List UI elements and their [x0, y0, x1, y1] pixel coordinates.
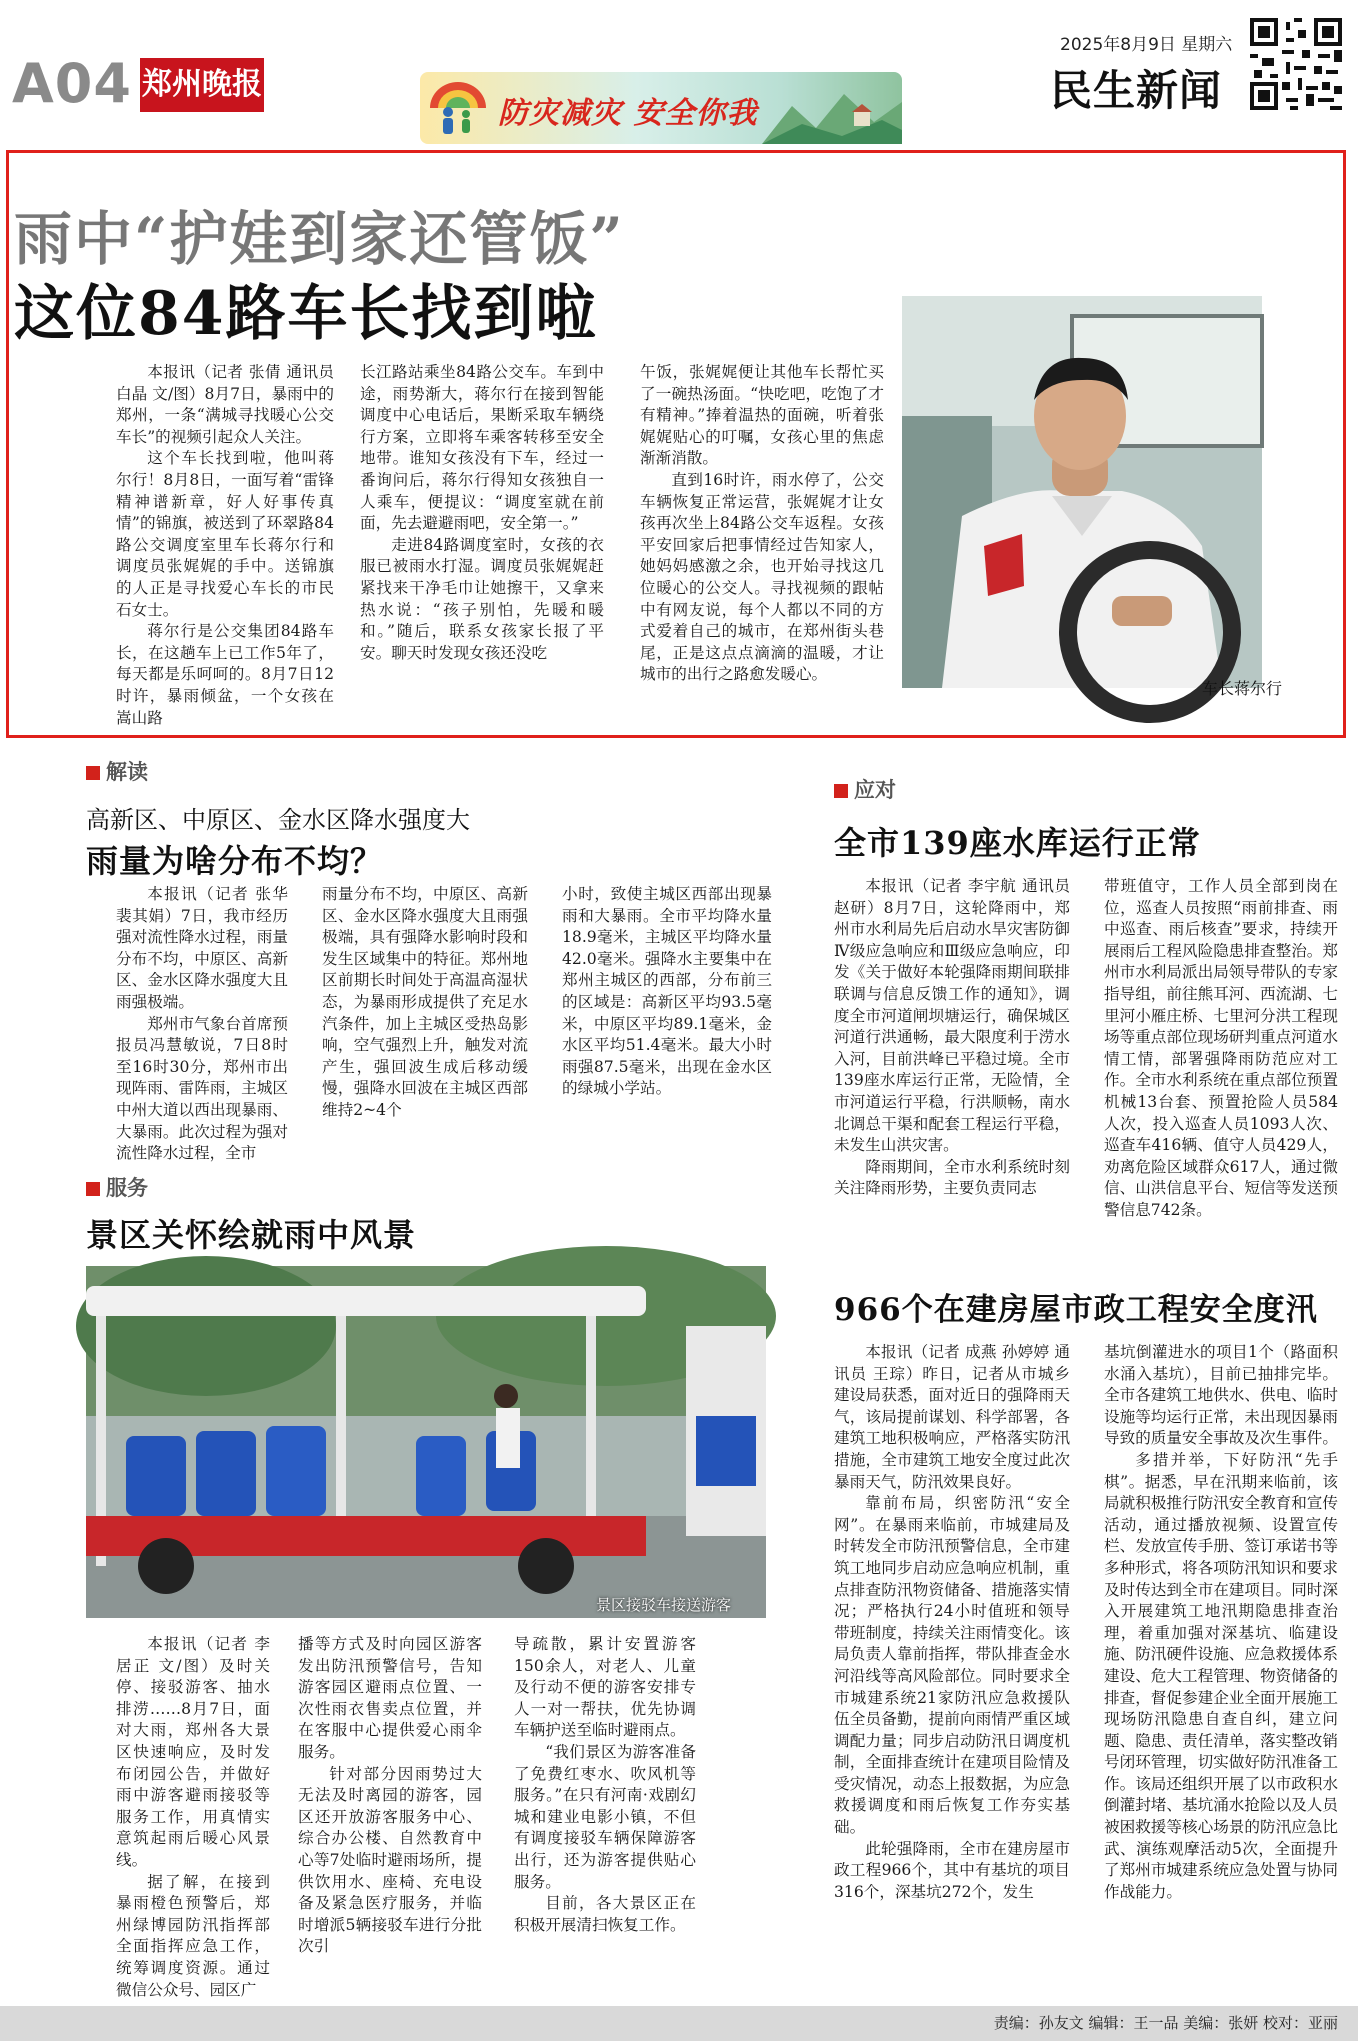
jiedu-title: 雨量为啥分布不均？ — [86, 842, 384, 880]
lead-col1-para: 这个车长找到啦，他叫蒋尔行！8月8日，一面写着“雷锋精神谱新章，好人好事传真情”的锦旗，被送到了环翠路84路公交调度室里车长蒋尔行和调度员张娓娓的手中。送锦旗的人正是寻找爱心车长的市民石女士。 — [116, 449, 334, 619]
jianshe-col2-para: 基坑倒灌进水的项目1个（路面积水涌入基坑），目前已抽排完毕。全市各建筑工地供水、供电、临时设施等均运行正常，未出现因暴雨导致的质量安全事故及次生事件。 — [1104, 1343, 1338, 1448]
red-square-icon — [86, 766, 100, 780]
qr-code-icon[interactable] — [1250, 18, 1342, 110]
red-square-icon — [86, 1182, 100, 1196]
jiedu-subtitle: 高新区、中原区、金水区降水强度大 — [86, 806, 470, 834]
red-square-icon — [834, 784, 848, 798]
page-number: A04 — [12, 52, 132, 115]
jiedu-col1-para: 本报讯（记者 张华 裴其娟）7日，我市经历强对流性降水过程，雨量分布不均，中原区、高新区、金水区降水强度大且雨强极端。 — [116, 885, 288, 1011]
lead-column-2 — [360, 362, 604, 702]
lead-column-3 — [640, 362, 884, 702]
jianshe-col1-para: 靠前布局，织密防汛“安全网”。在暴雨来临前，市城建局及时转发全市防汛预警信息，全市建筑工地同步启动应急响应机制，重点排查防汛物资储备、措施落实情况；严格执行24小时值班和领导带班制度，持续关注雨情变化。该局负责人靠前指挥，带队排查金水河沿线等高风险部位。同时要求全市城建系统21家防汛应急救援队伍全员备勤，提前向雨情严重区域调配力量；同步启动防汛日调度机制，全面排查统计在建项目险情及受灾情况，动态上报数据，为应急救援调度和雨后恢复工作夯实基础。 — [834, 1494, 1070, 1837]
bus-driver-photo — [902, 296, 1262, 688]
lead-col1-para: 蒋尔行是公交集团84路车长，在这趟车上已工作5年了，每天都是乐呵呵的。8月7日12时许，暴雨倾盆，一个女孩在嵩山路 — [116, 622, 334, 727]
fuwu-col3-para: 目前，各大景区正在积极开展清扫恢复工作。 — [514, 1894, 696, 1934]
fuwu-col2-para: 针对部分因雨势过大无法及时离园的游客，园区还开放游客服务中心、综合办公楼、自然教育中心等7处临时避雨场所，提供饮用水、座椅、充电设备及紧急医疗服务，并临时增派5辆接驳车进行分批次引 — [298, 1764, 482, 1956]
disaster-prevention-banner — [420, 72, 902, 144]
jiedu-column-2 — [322, 884, 528, 1134]
jianshe-title: 966个在建房屋市政工程安全度汛 — [834, 1292, 1318, 1328]
tag-label: 解读 — [106, 760, 148, 784]
lead-column-1 — [116, 362, 334, 727]
jianshe-col1-para: 本报讯（记者 成燕 孙婷婷 通讯员 王琮）昨日，记者从市城乡建设局获悉，面对近日的强降雨天气，该局提前谋划、科学部署，各建筑工地积极响应，严格落实防汛措施，全市建筑工地安全度过此次暴雨天气，防汛效果良好。 — [834, 1343, 1070, 1491]
tag-jiedu — [86, 756, 148, 786]
jiedu-col2-para: 雨量分布不均，中原区、高新区、金水区降水强度大且雨强极端，具有强降水影响时段和发生区域集中的特征。郑州地区前期长时间处于高温高湿状态，为暴雨形成提供了充足水汽条件，加上主城区受热岛影响，空气强烈上升，触发对流产生，强回波生成后移动缓慢，强降水回波在主城区西部维持2~4个 — [322, 885, 528, 1119]
jiedu-column-3 — [562, 884, 772, 1134]
yingdui-title: 全市139座水库运行正常 — [834, 824, 1201, 862]
fuwu-col1-para: 据了解，在接到暴雨橙色预警后，郑州绿博园防汛指挥部全面指挥应急工作，统筹调度资源。通过微信公众号、园区广 — [116, 1872, 270, 1999]
shuttle-photo-caption: 景区接驳车接送游客 — [596, 1596, 732, 1614]
yingdui-column-1 — [834, 876, 1070, 1262]
fuwu-column-3 — [514, 1634, 696, 1986]
jiedu-col1-para: 郑州市气象台首席预报员冯慧敏说，7日8时至16时30分，郑州市出现阵雨、雷阵雨，主城区中州大道以西出现暴雨、大暴雨。此次过程为强对流性降水过程，全市 — [116, 1014, 288, 1163]
fuwu-col3-para: “我们景区为游客准备了免费红枣水、吹风机等服务。”在只有河南·戏剧幻城和建业电影小镇，不但有调度接驳车辆保障游客出行，还为游客提供贴心服务。 — [514, 1742, 696, 1891]
lead-headline-line1: 雨中“护娃到家还管饭” — [14, 205, 625, 273]
jianshe-col1-para: 此轮强降雨，全市在建房屋市政工程966个，其中有基坑的项目316个，深基坑272个，发生 — [834, 1839, 1070, 1901]
jianshe-column-1 — [834, 1342, 1070, 1986]
fuwu-title: 景区关怀绘就雨中风景 — [86, 1216, 417, 1254]
shuttle-bus-photo — [86, 1266, 766, 1618]
editor-credits: 责编：孙友文 编辑：王一品 美编：张妍 校对：亚丽 — [993, 2014, 1338, 2032]
tag-yingdui — [834, 774, 896, 804]
lead-col3-para: 直到16时许，雨水停了，公交车辆恢复正常运营，张娓娓才让女孩再次坐上84路公交车返程。女孩平安回家后把事情经过告知家人，她妈妈感激之余，也开始寻找这几位暖心的公交人。寻找视频的跟帖中有网友说，每个人都以不同的方式爱着自己的城市，在郑州街头巷尾，正是这点点滴滴的温暖，才让城市的出行之路愈发暖心。 — [640, 470, 884, 684]
family-umbrella-icon — [426, 78, 490, 138]
tag-label: 服务 — [106, 1176, 148, 1200]
lead-headline-line2: 这位84路车长找到啦 — [14, 279, 598, 349]
driver-photo-caption: 车长蒋尔行 — [1202, 679, 1283, 698]
fuwu-column-1 — [116, 1634, 270, 1999]
newspaper-logo: 郑州晚报 — [140, 58, 264, 112]
yingdui-col1-para: 本报讯（记者 李宇航 通讯员 赵研）8月7日，这轮降雨中，郑州市水利局先后启动水旱灾害防御Ⅳ级应急响应和Ⅲ级应急响应，印发《关于做好本轮强降雨期间联排联调与信息反馈工作的通知》，调度全市河道闸坝塘运行，确保城区河道行洪通畅，最大限度利于涝水入河，目前洪峰已平稳过境。全市139座水库运行正常，无险情，全市河道运行平稳，行洪顺畅，南水北调总干渠和配套工程运行平稳，未发生山洪灾害。 — [834, 877, 1070, 1155]
landscape-icon — [762, 72, 902, 144]
lead-col2-para: 走进84路调度室时，女孩的衣服已被雨水打湿。调度员张娓娓赶紧找来干净毛巾让她擦干，又拿来热水说：“孩子别怕，先暖和暖和。”随后，联系女孩家长报了平安。聊天时发现女孩还没吃 — [360, 535, 604, 662]
issue-date: 2025年8月9日 星期六 — [1060, 35, 1233, 55]
jianshe-column-2 — [1104, 1342, 1338, 1986]
lead-col1-para: 本报讯（记者 张倩 通讯员 白晶 文/图）8月7日，暴雨中的郑州，一条“满城寻找暖心公交车长”的视频引起众人关注。 — [116, 363, 334, 446]
jianshe-col2-para: 多措并举，下好防汛“先手棋”。据悉，早在汛期来临前，该局就积极推行防汛安全教育和宣传活动，通过播放视频、设置宣传栏、发放宣传手册、签订承诺书等多种形式，将各项防汛知识和要求及时传达到全市在建项目。同时深入开展建筑工地汛期隐患排查治理，着重加强对深基坑、临建设施、防汛硬件设施、应急救援体系建设、危大工程管理、物资储备的排查，督促参建企业全面开展施工现场防汛隐患自查自纠，建立问题、隐患、责任清单，落实整改销号闭环管理，切实做好防汛准备工作。该局还组织开展了以市政积水倒灌封堵、基坑涌水抢险以及人员被困救援等核心场景的防汛应急比武、演练观摩活动5次，全面提升了郑州市城建系统应急处置与协同作战能力。 — [1104, 1450, 1338, 1901]
fuwu-col3-para: 导疏散，累计安置游客150余人，对老人、儿童及行动不便的游客安排专人一对一帮扶，优先协调车辆护送至临时避雨点。 — [514, 1635, 696, 1740]
yingdui-col1-para: 降雨期间，全市水利系统时刻关注降雨形势，主要负责同志 — [834, 1157, 1070, 1198]
tag-fuwu — [86, 1172, 148, 1202]
lead-col2-para: 长江路站乘坐84路公交车。车到中途，雨势渐大，蒋尔行在接到智能调度中心电话后，果断采取车辆绕行方案，立即将车乘客转移至安全地带。谁知女孩没有下车，经过一番询问后，蒋尔行得知女孩独自一人乘车，便提议：“调度室就在前面，先去避避雨吧，安全第一。” — [360, 363, 604, 533]
jiedu-column-1 — [116, 884, 288, 1163]
banner-slogan: 防灾减灾 安全你我 — [498, 96, 758, 131]
fuwu-col2-para: 播等方式及时向园区游客发出防汛预警信号，告知游客园区避雨点位置、一次性雨衣售卖点位置，并在客服中心提供爱心雨伞服务。 — [298, 1635, 482, 1761]
lead-col3-para: 午饭，张娓娓便让其他车长帮忙买了一碗热汤面。“快吃吧，吃饱了才有精神。”捧着温热的面碗，听着张娓娓贴心的叮嘱，女孩心里的焦虑渐渐消散。 — [640, 363, 884, 468]
jiedu-col3-para: 小时，致使主城区西部出现暴雨和大暴雨。全市平均降水量18.9毫米，主城区平均降水量42.0毫米。强降水主要集中在郑州主城区的西部，分布前三的区域是：高新区平均93.5毫米，中原区平均89.1毫米，金水区平均51.4毫米。最大小时雨强87.5毫米，出现在金水区的绿城小学站。 — [562, 885, 772, 1098]
fuwu-column-2 — [298, 1634, 482, 1986]
yingdui-col2-para: 带班值守，工作人员全部到岗在位，巡查人员按照“雨前排查、雨中巡查、雨后核查”要求，持续开展雨后工程风险隐患排查整治。郑州市水利局派出局领导带队的专家指导组，前往熊耳河、西流湖、七里河小雁庄桥、七里河分洪工程现场等重点部位现场研判重点河道水情工情，部署强降雨防范应对工作。全市水利系统在重点部位预置机械13台套、预置抢险人员584人次，投入巡查人员1093人次、巡查车416辆、值守人员429人，劝离危险区域群众617人，通过微信、山洪信息平台、短信等发送预警信息742条。 — [1104, 877, 1338, 1219]
section-name: 民生新闻 — [1050, 66, 1223, 115]
yingdui-column-2 — [1104, 876, 1338, 1262]
fuwu-col1-para: 本报讯（记者 李居正 文/图）及时关停、接驳游客、抽水排涝……8月7日，面对大雨，郑州各大景区快速响应，及时发布闭园公告，并做好雨中游客避雨接驳等服务工作，用真情实意筑起雨后暖心风景线。 — [116, 1635, 270, 1869]
tag-label: 应对 — [854, 778, 896, 802]
